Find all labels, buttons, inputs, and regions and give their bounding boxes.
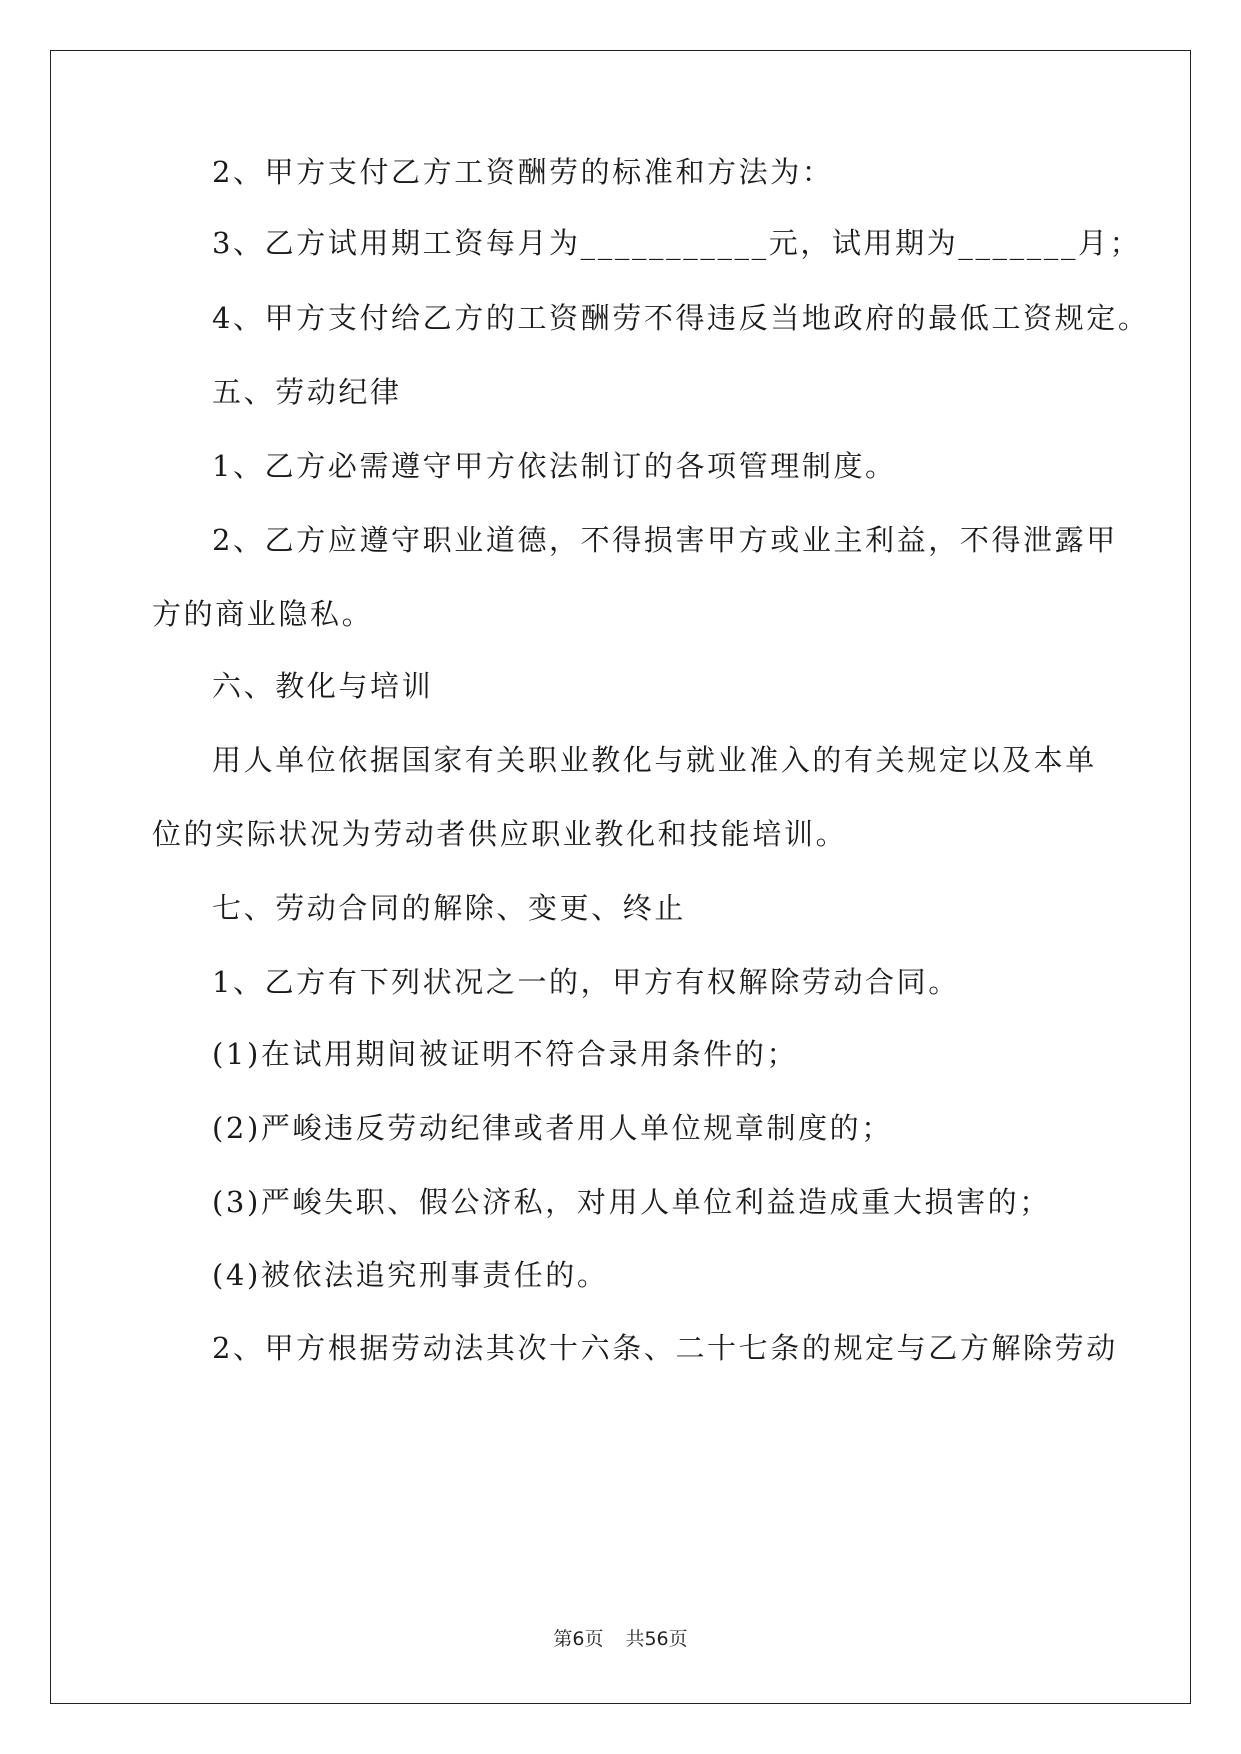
paragraph-line: 2、甲方根据劳动法其次十六条、二十七条的规定与乙方解除劳动 bbox=[212, 1331, 1118, 1365]
section-heading: 六、教化与培训 bbox=[212, 669, 434, 703]
paragraph-line: 位的实际状况为劳动者供应职业教化和技能培训。 bbox=[152, 817, 848, 851]
paragraph-line: 用人单位依据国家有关职业教化与就业准入的有关规定以及本单 bbox=[212, 743, 1097, 777]
paragraph-line: 1、乙方有下列状况之一的，甲方有权解除劳动合同。 bbox=[212, 965, 960, 999]
section-heading: 五、劳动纪律 bbox=[212, 375, 402, 409]
paragraph-line: 1、乙方必需遵守甲方依法制订的各项管理制度。 bbox=[212, 449, 897, 483]
current-page-number: 第6页 bbox=[553, 1628, 604, 1650]
paragraph-line: 4、甲方支付给乙方的工资酬劳不得违反当地政府的最低工资规定。 bbox=[212, 301, 1150, 335]
page-footer bbox=[0, 1626, 1241, 1652]
paragraph-line: 2、乙方应遵守职业道德，不得损害甲方或业主利益，不得泄露甲 bbox=[212, 523, 1118, 557]
list-item: (2)严峻违反劳动纪律或者用人单位规章制度的； bbox=[212, 1111, 893, 1145]
section-heading: 七、劳动合同的解除、变更、终止 bbox=[212, 891, 687, 925]
total-pages: 共56页 bbox=[625, 1628, 688, 1650]
paragraph-line: 方的商业隐私。 bbox=[152, 597, 374, 631]
list-item: (3)严峻失职、假公济私，对用人单位利益造成重大损害的； bbox=[212, 1185, 1051, 1219]
list-item: (1)在试用期间被证明不符合录用条件的； bbox=[212, 1037, 799, 1071]
paragraph-line: 2、甲方支付乙方工资酬劳的标准和方法为： bbox=[212, 155, 834, 189]
paragraph-line: 3、乙方试用期工资每月为___________元，试用期为_______月； bbox=[212, 226, 1142, 260]
list-item: (4)被依法追究刑事责任的。 bbox=[212, 1258, 609, 1292]
